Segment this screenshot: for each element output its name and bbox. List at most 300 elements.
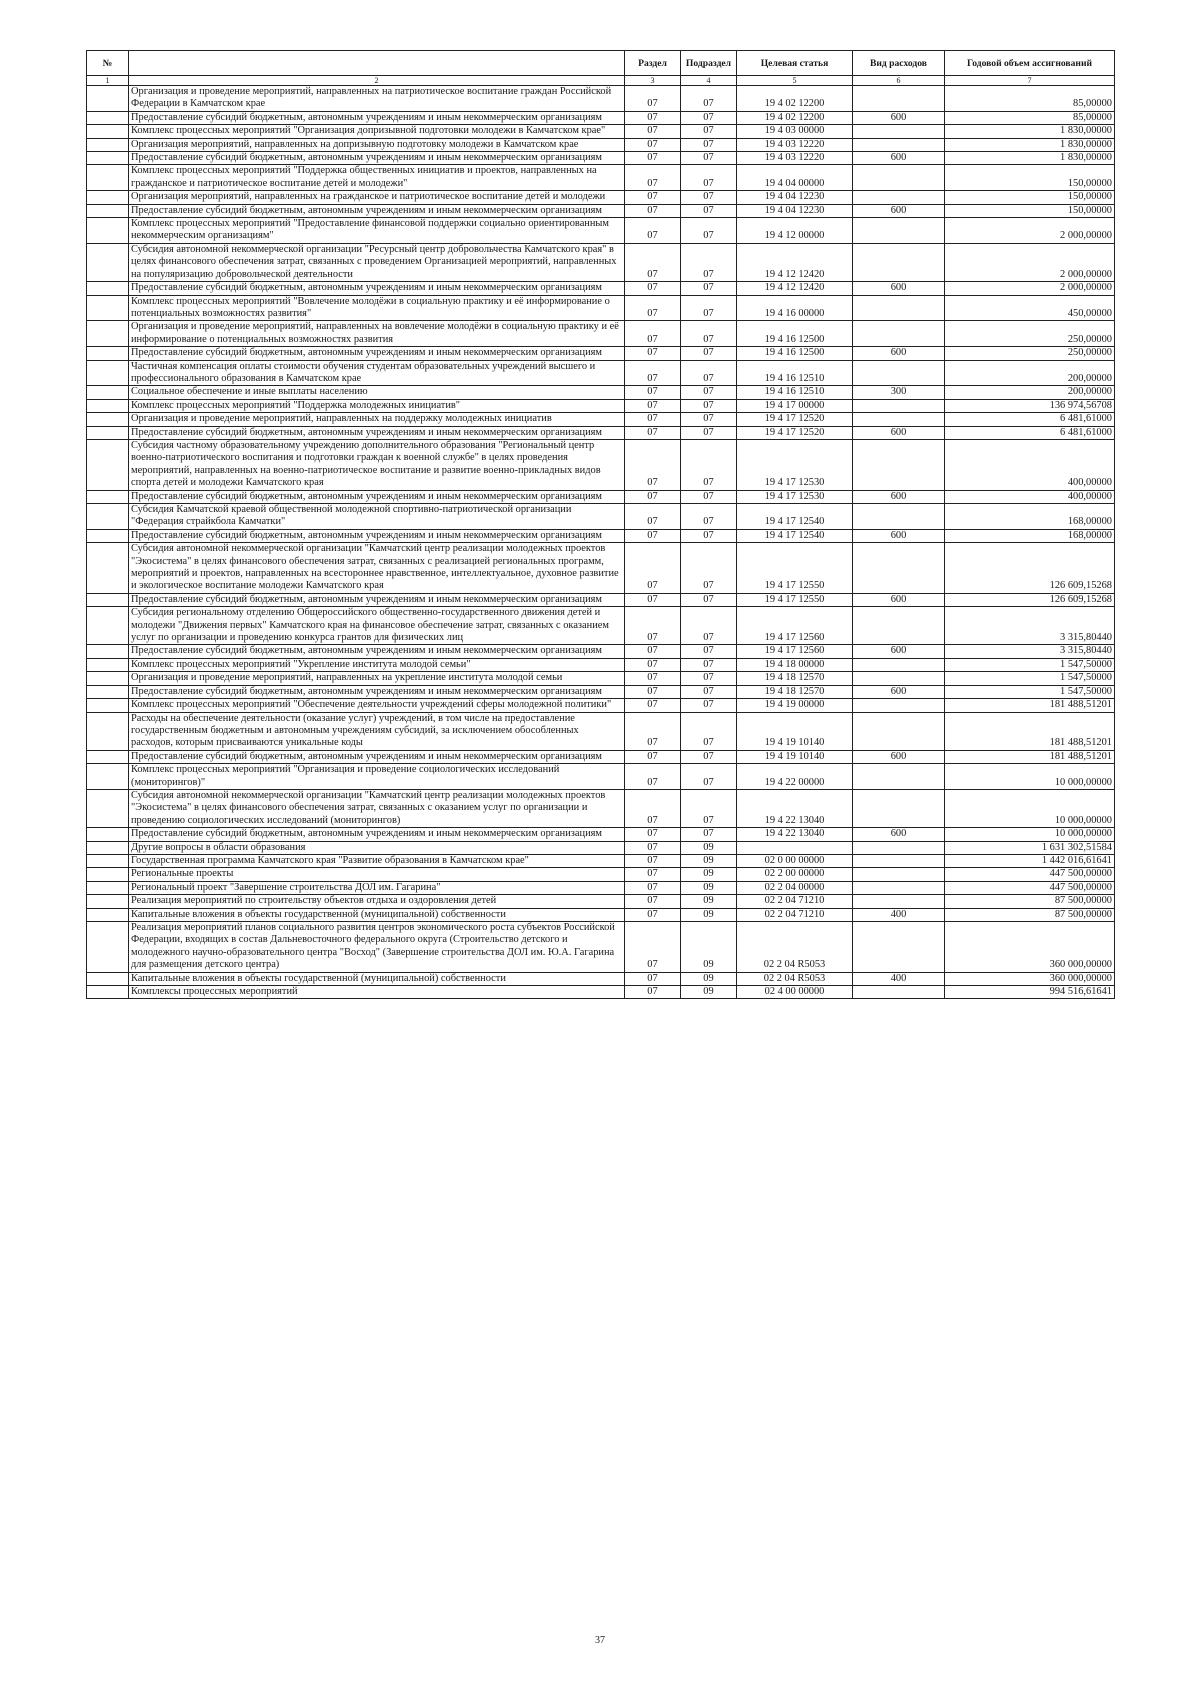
- target-article-cell: 19 4 17 12520: [737, 426, 853, 439]
- target-article-cell: 02 4 00 00000: [737, 986, 853, 999]
- amount-cell: 126 609,15268: [945, 543, 1115, 594]
- row-number-cell: [87, 426, 129, 439]
- razdel-cell: 07: [625, 868, 681, 881]
- razdel-cell: 07: [625, 243, 681, 281]
- target-article-cell: 19 4 17 12540: [737, 529, 853, 542]
- item-name: Предоставление субсидий бюджетным, автономным учреждениям и иным некоммерческим организациям: [129, 282, 625, 295]
- target-article-cell: 19 4 04 12230: [737, 204, 853, 217]
- amount-cell: 360 000,00000: [945, 972, 1115, 985]
- item-name: Предоставление субсидий бюджетным, автономным учреждениям и иным некоммерческим организациям: [129, 685, 625, 698]
- target-article-cell: 19 4 17 12540: [737, 504, 853, 530]
- amount-cell: 1 830,00000: [945, 125, 1115, 138]
- amount-cell: 1 547,50000: [945, 685, 1115, 698]
- row-number-cell: [87, 593, 129, 606]
- razdel-cell: 07: [625, 789, 681, 827]
- row-number-cell: [87, 165, 129, 191]
- item-name: Субсидия Камчатской краевой общественной молодежной спортивно-патриотической организации "Федерация страйкбола Камчатки": [129, 504, 625, 530]
- target-article-cell: 19 4 16 12510: [737, 360, 853, 386]
- expense-type-cell: 600: [853, 152, 945, 165]
- razdel-cell: 07: [625, 972, 681, 985]
- row-number-cell: [87, 672, 129, 685]
- razdel-cell: 07: [625, 750, 681, 763]
- item-name: Организация и проведение мероприятий, направленных на укрепление института молодой семьи: [129, 672, 625, 685]
- target-article-cell: 19 4 02 12200: [737, 86, 853, 112]
- item-name: Субсидия автономной некоммерческой организации "Ресурсный центр добровольчества Камчатского края" в целях финансового обеспечения затрат, связанных с проведением Организацией мероприятий, направленных на популяризацию добровольческой деятельности: [129, 243, 625, 281]
- expense-type-cell: [853, 699, 945, 712]
- amount-cell: 168,00000: [945, 529, 1115, 542]
- target-article-cell: 19 4 18 12570: [737, 685, 853, 698]
- target-article-cell: 19 4 12 00000: [737, 218, 853, 244]
- item-name: Другие вопросы в области образования: [129, 841, 625, 854]
- target-article-cell: 19 4 12 12420: [737, 243, 853, 281]
- item-name: Предоставление субсидий бюджетным, автономным учреждениям и иным некоммерческим организациям: [129, 828, 625, 841]
- target-article-cell: 19 4 16 12510: [737, 386, 853, 399]
- razdel-cell: 07: [625, 321, 681, 347]
- row-number-cell: [87, 895, 129, 908]
- table-row: [87, 152, 1115, 165]
- item-name: Организация мероприятий, направленных на допризывную подготовку молодежи в Камчатском крае: [129, 138, 625, 151]
- expense-type-cell: 400: [853, 908, 945, 921]
- podrazdel-cell: 09: [681, 908, 737, 921]
- item-name: Субсидия автономной некоммерческой организации "Камчатский центр реализации молодежных проектов "Экосистема" в целях финансового обеспечения затрат, связанных с реализацией региональных программ, мероприятий и проектов, направленных на всестороннее нравственное, интеллектуальное, духовное развитие и экологическое воспитание молодежи Камчатского края: [129, 543, 625, 594]
- table-body: [87, 86, 1115, 999]
- table-row: [87, 413, 1115, 426]
- row-number-cell: [87, 282, 129, 295]
- row-number-cell: [87, 386, 129, 399]
- target-article-cell: 19 4 22 13040: [737, 789, 853, 827]
- razdel-cell: 07: [625, 191, 681, 204]
- amount-cell: 250,00000: [945, 321, 1115, 347]
- podrazdel-cell: 09: [681, 895, 737, 908]
- target-article-cell: 19 4 16 12500: [737, 321, 853, 347]
- target-article-cell: 02 2 04 00000: [737, 881, 853, 894]
- podrazdel-cell: 07: [681, 321, 737, 347]
- row-number-cell: [87, 399, 129, 412]
- amount-cell: 447 500,00000: [945, 881, 1115, 894]
- expense-type-cell: 600: [853, 204, 945, 217]
- amount-cell: 150,00000: [945, 165, 1115, 191]
- header-razdel: Раздел: [625, 51, 681, 76]
- expense-type-cell: [853, 712, 945, 750]
- razdel-cell: 07: [625, 685, 681, 698]
- row-number-cell: [87, 360, 129, 386]
- razdel-cell: 07: [625, 399, 681, 412]
- item-name: Предоставление субсидий бюджетным, автономным учреждениям и иным некоммерческим организациям: [129, 111, 625, 124]
- item-name: Субсидия региональному отделению Общероссийского общественно-государственного движения детей и молодежи "Движения первых" Камчатского края на финансовое обеспечение затрат, связанных с оказанием услуг по организации и проведению конкурса грантов для физических лиц: [129, 607, 625, 645]
- amount-cell: 250,00000: [945, 347, 1115, 360]
- amount-cell: 181 488,51201: [945, 699, 1115, 712]
- table-row: [87, 426, 1115, 439]
- row-number-cell: [87, 881, 129, 894]
- target-article-cell: 02 2 04 71210: [737, 908, 853, 921]
- amount-cell: 150,00000: [945, 191, 1115, 204]
- row-number-cell: [87, 204, 129, 217]
- row-number-cell: [87, 529, 129, 542]
- table-row: [87, 881, 1115, 894]
- expense-type-cell: 600: [853, 685, 945, 698]
- row-number-cell: [87, 86, 129, 112]
- podrazdel-cell: 09: [681, 868, 737, 881]
- amount-cell: 400,00000: [945, 439, 1115, 490]
- amount-cell: 400,00000: [945, 490, 1115, 503]
- table-row: [87, 986, 1115, 999]
- expense-type-cell: [853, 789, 945, 827]
- table-row: [87, 138, 1115, 151]
- target-article-cell: 19 4 19 10140: [737, 750, 853, 763]
- amount-cell: 1 830,00000: [945, 152, 1115, 165]
- expense-type-cell: [853, 191, 945, 204]
- podrazdel-cell: 07: [681, 504, 737, 530]
- row-number-cell: [87, 908, 129, 921]
- expense-type-cell: [853, 658, 945, 671]
- item-name: Предоставление субсидий бюджетным, автономным учреждениям и иным некоммерческим организациям: [129, 152, 625, 165]
- item-name: Организация мероприятий, направленных на гражданское и патриотическое воспитание детей и молодежи: [129, 191, 625, 204]
- podrazdel-cell: 07: [681, 165, 737, 191]
- podrazdel-cell: 07: [681, 439, 737, 490]
- razdel-cell: 07: [625, 986, 681, 999]
- expense-type-cell: [853, 881, 945, 894]
- table-row: [87, 218, 1115, 244]
- razdel-cell: 07: [625, 504, 681, 530]
- table-row: [87, 243, 1115, 281]
- table-row: [87, 828, 1115, 841]
- table-row: [87, 360, 1115, 386]
- podrazdel-cell: 07: [681, 386, 737, 399]
- razdel-cell: 07: [625, 218, 681, 244]
- razdel-cell: 07: [625, 426, 681, 439]
- expense-type-cell: 600: [853, 750, 945, 763]
- expense-type-cell: 600: [853, 828, 945, 841]
- expense-type-cell: [853, 672, 945, 685]
- amount-cell: 1 830,00000: [945, 138, 1115, 151]
- razdel-cell: 07: [625, 764, 681, 790]
- razdel-cell: 07: [625, 658, 681, 671]
- podrazdel-cell: 07: [681, 672, 737, 685]
- target-article-cell: 19 4 03 12220: [737, 138, 853, 151]
- row-number-cell: [87, 490, 129, 503]
- expense-type-cell: [853, 125, 945, 138]
- target-article-cell: 19 4 03 12220: [737, 152, 853, 165]
- row-number-cell: [87, 347, 129, 360]
- razdel-cell: 07: [625, 645, 681, 658]
- expense-type-cell: 600: [853, 347, 945, 360]
- table-row: [87, 439, 1115, 490]
- amount-cell: 6 481,61000: [945, 413, 1115, 426]
- column-number: 2: [129, 76, 625, 86]
- amount-cell: 1 442 016,61641: [945, 854, 1115, 867]
- table-row: [87, 165, 1115, 191]
- item-name: Расходы на обеспечение деятельности (оказание услуг) учреждений, в том числе на предоставление государственным бюджетным и автономным учреждениям субсидий, за исключением обособленных расходов, которым присваиваются уникальные коды: [129, 712, 625, 750]
- podrazdel-cell: 07: [681, 593, 737, 606]
- expense-type-cell: 400: [853, 972, 945, 985]
- podrazdel-cell: 07: [681, 712, 737, 750]
- item-name: Региональные проекты: [129, 868, 625, 881]
- item-name: Комплекс процессных мероприятий "Вовлечение молодёжи в социальную практику и её информирование о потенциальных возможностях развития": [129, 295, 625, 321]
- target-article-cell: 19 4 22 00000: [737, 764, 853, 790]
- razdel-cell: 07: [625, 828, 681, 841]
- expense-type-cell: [853, 86, 945, 112]
- expense-type-cell: [853, 607, 945, 645]
- target-article-cell: 19 4 19 10140: [737, 712, 853, 750]
- razdel-cell: 07: [625, 125, 681, 138]
- row-number-cell: [87, 922, 129, 973]
- razdel-cell: 07: [625, 490, 681, 503]
- razdel-cell: 07: [625, 543, 681, 594]
- amount-cell: 85,00000: [945, 86, 1115, 112]
- table-row: [87, 295, 1115, 321]
- razdel-cell: 07: [625, 439, 681, 490]
- razdel-cell: 07: [625, 204, 681, 217]
- row-number-cell: [87, 699, 129, 712]
- expense-type-cell: [853, 243, 945, 281]
- header-name: [129, 51, 625, 76]
- target-article-cell: 02 0 00 00000: [737, 854, 853, 867]
- amount-cell: 126 609,15268: [945, 593, 1115, 606]
- header-podrazdel: Подраздел: [681, 51, 737, 76]
- amount-cell: 6 481,61000: [945, 426, 1115, 439]
- item-name: Частичная компенсация оплаты стоимости обучения студентам образовательных учреждений высшего и профессионального образования в Камчатском крае: [129, 360, 625, 386]
- item-name: Организация и проведение мероприятий, направленных на патриотическое воспитание граждан Российской Федерации в Камчатском крае: [129, 86, 625, 112]
- podrazdel-cell: 09: [681, 841, 737, 854]
- table-row: [87, 593, 1115, 606]
- row-number-cell: [87, 685, 129, 698]
- expense-type-cell: [853, 439, 945, 490]
- table-row: [87, 750, 1115, 763]
- amount-cell: 447 500,00000: [945, 868, 1115, 881]
- amount-cell: 200,00000: [945, 360, 1115, 386]
- razdel-cell: 07: [625, 86, 681, 112]
- amount-cell: 994 516,61641: [945, 986, 1115, 999]
- target-article-cell: 19 4 18 00000: [737, 658, 853, 671]
- item-name: Предоставление субсидий бюджетным, автономным учреждениям и иным некоммерческим организациям: [129, 490, 625, 503]
- podrazdel-cell: 07: [681, 204, 737, 217]
- razdel-cell: 07: [625, 895, 681, 908]
- row-number-cell: [87, 645, 129, 658]
- item-name: Предоставление субсидий бюджетным, автономным учреждениям и иным некоммерческим организациям: [129, 593, 625, 606]
- expense-type-cell: [853, 321, 945, 347]
- row-number-cell: [87, 243, 129, 281]
- podrazdel-cell: 07: [681, 543, 737, 594]
- table-row: [87, 490, 1115, 503]
- expense-type-cell: 600: [853, 645, 945, 658]
- row-number-cell: [87, 543, 129, 594]
- razdel-cell: 07: [625, 111, 681, 124]
- table-row: [87, 111, 1115, 124]
- podrazdel-cell: 09: [681, 881, 737, 894]
- expense-type-cell: 600: [853, 529, 945, 542]
- target-article-cell: 02 2 04 R5053: [737, 922, 853, 973]
- row-number-cell: [87, 828, 129, 841]
- item-name: Предоставление субсидий бюджетным, автономным учреждениям и иным некоммерческим организациям: [129, 426, 625, 439]
- target-article-cell: 19 4 17 12560: [737, 645, 853, 658]
- expense-type-cell: [853, 165, 945, 191]
- amount-cell: 87 500,00000: [945, 908, 1115, 921]
- podrazdel-cell: 07: [681, 828, 737, 841]
- row-number-cell: [87, 750, 129, 763]
- podrazdel-cell: 09: [681, 972, 737, 985]
- expense-type-cell: 600: [853, 593, 945, 606]
- item-name: Социальное обеспечение и иные выплаты населению: [129, 386, 625, 399]
- expense-type-cell: [853, 504, 945, 530]
- podrazdel-cell: 07: [681, 125, 737, 138]
- table-row: [87, 191, 1115, 204]
- row-number-cell: [87, 295, 129, 321]
- table-row: [87, 543, 1115, 594]
- header-number: №: [87, 51, 129, 76]
- podrazdel-cell: 07: [681, 86, 737, 112]
- expense-type-cell: [853, 868, 945, 881]
- item-name: Комплекс процессных мероприятий "Организация допризывной подготовки молодежи в Камчатском крае": [129, 125, 625, 138]
- item-name: Комплекс процессных мероприятий "Организация и проведение социологических исследований (мониторингов)": [129, 764, 625, 790]
- amount-cell: 168,00000: [945, 504, 1115, 530]
- podrazdel-cell: 07: [681, 685, 737, 698]
- target-article-cell: 19 4 04 12230: [737, 191, 853, 204]
- table-row: [87, 399, 1115, 412]
- target-article-cell: 02 2 04 R5053: [737, 972, 853, 985]
- target-article-cell: 19 4 17 00000: [737, 399, 853, 412]
- podrazdel-cell: 07: [681, 490, 737, 503]
- row-number-cell: [87, 789, 129, 827]
- podrazdel-cell: 07: [681, 360, 737, 386]
- table-row: [87, 764, 1115, 790]
- amount-cell: 1 631 302,51584: [945, 841, 1115, 854]
- razdel-cell: 07: [625, 413, 681, 426]
- table-row: [87, 685, 1115, 698]
- podrazdel-cell: 07: [681, 138, 737, 151]
- expense-type-cell: [853, 399, 945, 412]
- razdel-cell: 07: [625, 841, 681, 854]
- razdel-cell: 07: [625, 295, 681, 321]
- podrazdel-cell: 07: [681, 295, 737, 321]
- target-article-cell: 19 4 17 12520: [737, 413, 853, 426]
- target-article-cell: 19 4 19 00000: [737, 699, 853, 712]
- razdel-cell: 07: [625, 165, 681, 191]
- target-article-cell: 19 4 03 00000: [737, 125, 853, 138]
- podrazdel-cell: 07: [681, 607, 737, 645]
- podrazdel-cell: 07: [681, 645, 737, 658]
- razdel-cell: 07: [625, 282, 681, 295]
- razdel-cell: 07: [625, 593, 681, 606]
- podrazdel-cell: 07: [681, 529, 737, 542]
- podrazdel-cell: 07: [681, 282, 737, 295]
- podrazdel-cell: 07: [681, 243, 737, 281]
- row-number-cell: [87, 658, 129, 671]
- expense-type-cell: [853, 986, 945, 999]
- target-article-cell: 19 4 17 12530: [737, 439, 853, 490]
- table-row: [87, 854, 1115, 867]
- item-name: Реализация мероприятий планов социального развития центров экономического роста субъектов Российской Федерации, входящих в состав Дальневосточного федерального округа (Строительство детского и молодежного научно-образовательного центра "Восход" (Завершение строительства ДОЛ им. Ю.А. Гагарина для размещения детского центра): [129, 922, 625, 973]
- amount-cell: 136 974,56708: [945, 399, 1115, 412]
- podrazdel-cell: 07: [681, 750, 737, 763]
- amount-cell: 3 315,80440: [945, 607, 1115, 645]
- expense-type-cell: [853, 543, 945, 594]
- item-name: Комплекс процессных мероприятий "Укрепление института молодой семьи": [129, 658, 625, 671]
- target-article-cell: 19 4 04 00000: [737, 165, 853, 191]
- table-row: [87, 504, 1115, 530]
- row-number-cell: [87, 972, 129, 985]
- razdel-cell: 07: [625, 672, 681, 685]
- amount-cell: 2 000,00000: [945, 243, 1115, 281]
- item-name: Государственная программа Камчатского края "Развитие образования в Камчатском крае": [129, 854, 625, 867]
- amount-cell: 3 315,80440: [945, 645, 1115, 658]
- item-name: Комплекс процессных мероприятий "Поддержка молодежных инициатив": [129, 399, 625, 412]
- podrazdel-cell: 07: [681, 699, 737, 712]
- column-number: 4: [681, 76, 737, 86]
- expense-type-cell: [853, 138, 945, 151]
- row-number-cell: [87, 111, 129, 124]
- podrazdel-cell: 09: [681, 986, 737, 999]
- row-number-cell: [87, 986, 129, 999]
- target-article-cell: [737, 841, 853, 854]
- target-article-cell: 19 4 17 12530: [737, 490, 853, 503]
- table-row: [87, 204, 1115, 217]
- table-row: [87, 607, 1115, 645]
- amount-cell: 181 488,51201: [945, 712, 1115, 750]
- razdel-cell: 07: [625, 386, 681, 399]
- razdel-cell: 07: [625, 881, 681, 894]
- expense-type-cell: 600: [853, 282, 945, 295]
- item-name: Субсидия автономной некоммерческой организации "Камчатский центр реализации молодежных проектов "Экосистема" в целях финансового обеспечения затрат, связанных с оказанием услуг по организации и проведению социологических исследований (мониторингов): [129, 789, 625, 827]
- item-name: Комплекс процессных мероприятий "Предоставление финансовой поддержки социально ориентированным некоммерческим организациям": [129, 218, 625, 244]
- item-name: Капитальные вложения в объекты государственной (муниципальной) собственности: [129, 972, 625, 985]
- target-article-cell: 19 4 17 12560: [737, 607, 853, 645]
- razdel-cell: 07: [625, 908, 681, 921]
- row-number-cell: [87, 218, 129, 244]
- expense-type-cell: [853, 413, 945, 426]
- target-article-cell: 19 4 17 12550: [737, 593, 853, 606]
- item-name: Предоставление субсидий бюджетным, автономным учреждениям и иным некоммерческим организациям: [129, 347, 625, 360]
- item-name: Комплекс процессных мероприятий "Обеспечение деятельности учреждений сферы молодежной политики": [129, 699, 625, 712]
- document-page: [86, 50, 1114, 999]
- table-row: [87, 347, 1115, 360]
- podrazdel-cell: 07: [681, 347, 737, 360]
- row-number-cell: [87, 152, 129, 165]
- amount-cell: 1 547,50000: [945, 672, 1115, 685]
- podrazdel-cell: 07: [681, 218, 737, 244]
- table-row: [87, 529, 1115, 542]
- table-header-row: [87, 51, 1115, 76]
- table-row: [87, 895, 1115, 908]
- column-number: 7: [945, 76, 1115, 86]
- table-row: [87, 699, 1115, 712]
- razdel-cell: 07: [625, 607, 681, 645]
- table-row: [87, 321, 1115, 347]
- amount-cell: 450,00000: [945, 295, 1115, 321]
- row-number-cell: [87, 868, 129, 881]
- podrazdel-cell: 07: [681, 413, 737, 426]
- expense-type-cell: [853, 218, 945, 244]
- row-number-cell: [87, 607, 129, 645]
- item-name: Предоставление субсидий бюджетным, автономным учреждениям и иным некоммерческим организациям: [129, 645, 625, 658]
- razdel-cell: 07: [625, 712, 681, 750]
- expense-type-cell: 600: [853, 490, 945, 503]
- target-article-cell: 19 4 02 12200: [737, 111, 853, 124]
- amount-cell: 2 000,00000: [945, 218, 1115, 244]
- header-expense-type: Вид расходов: [853, 51, 945, 76]
- target-article-cell: 02 2 00 00000: [737, 868, 853, 881]
- target-article-cell: 19 4 12 12420: [737, 282, 853, 295]
- razdel-cell: 07: [625, 360, 681, 386]
- amount-cell: 85,00000: [945, 111, 1115, 124]
- amount-cell: 360 000,00000: [945, 922, 1115, 973]
- expense-type-cell: [853, 360, 945, 386]
- razdel-cell: 07: [625, 699, 681, 712]
- podrazdel-cell: 07: [681, 399, 737, 412]
- item-name: Региональный проект "Завершение строительства ДОЛ им. Гагарина": [129, 881, 625, 894]
- item-name: Реализация мероприятий по строительству объектов отдыха и оздоровления детей: [129, 895, 625, 908]
- row-number-cell: [87, 138, 129, 151]
- podrazdel-cell: 07: [681, 658, 737, 671]
